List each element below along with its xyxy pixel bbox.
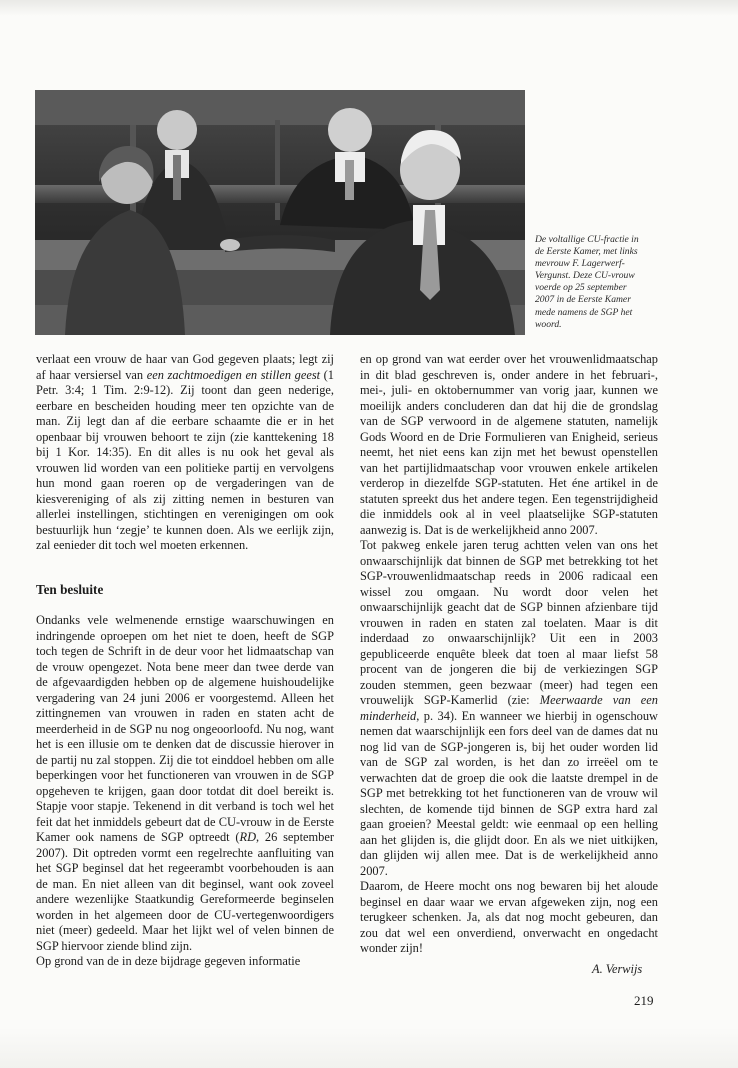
paragraph xyxy=(360,538,658,879)
right-column xyxy=(360,352,658,957)
page-number: 219 xyxy=(634,993,654,1008)
text-run: , p. 34). En wanneer we hierbij in ogenschouw nemen dat waarschijnlijk een fors deel van de dames dat nu nog lid van de SGP-jongeren is, bij het ouder worden lid van de SGP zal worden, is het dan zo irreëel om te verwachten dat de groep die ook die laatste drempel in de SGP met betrekking tot het functioneren van de vrouw wil slechten, de komende tijd binnen de SGP extra hard zal gaan groeien? Meestal geldt: wie eenmaal op een helling aan het glijden is, die glijdt door. En als we niet uitkijken, dan glijden wij allen mee. Dat is de werkelijkheid anno 2007. xyxy=(360,708,658,878)
paragraph: en op grond van wat eerder over het vrouwenlidmaatschap in dit blad geschreven is, onder andere in het februari-, mei-, juli- en oktobernummer van vorig jaar, kunnen we moeilijk anders concluderen dan dat hij die de grondslag van de SGP verwoord in de algemene statuten, namelijk Gods Woord en de Drie Formulieren van Enigheid, serieus neemt, het niet eens kan zijn met het bewust openstellen van het partijlidmaatschap voor vrouwen enkele artikelen verderop in diezelfde SGP-statuten. Het éne artikel in de statuten spreekt dus het andere tegen. Een tegenstrijdigheid die inmiddels ook al in veel plaatselijke SGP-statuten aanwezig is. Dat is de werkelijkheid anno 2007. xyxy=(360,352,658,537)
author-signature: A. Verwijs xyxy=(592,962,643,976)
photo-caption: De voltallige CU-fractie in de Eerste Kamer, met links mevrouw F. Lagerwerf- Vergunst. Deze CU-vrouw voerde op 25 september 2007 in de Eerste Kamer mede namens de SGP het woord. xyxy=(535,234,639,330)
italic-quote: een zachtmoedigen en stillen geest xyxy=(146,367,321,382)
text-run: (1 Petr. 3:4; 1 Tim. 2:9-12). Zij toont dan geen nederige, eerbare en bescheiden houding meer ten opzichte van de man. Zij legt dan af die eerbare schaamte die er in het openbaar bij vrouwen behoort te zijn (zie kanttekening 18 bij 1 Kor. 14:35). En dit alles is nu ook het geval als vrouwen lid worden van een politieke partij en vervolgens hun mond gaan roeren op de vergaderingen van de kiesvereniging of als zij zitting nemen in besturen van allerlei instellingen, stichtingen en verenigingen om ook bestuurlijk hun ‘zegje’ te kunnen doen. Als we eerlijk zijn, zal eenieder dit toch wel moeten erkennen. xyxy=(36,367,334,552)
page-bottom-shadow xyxy=(0,1028,738,1068)
section-heading: Ten besluite xyxy=(36,581,104,597)
text-run: verlaat een vrouw de haar van God gegeven plaats; legt zij af haar versiersel van xyxy=(36,352,334,382)
italic-source: Meerwaarde van een minderheid xyxy=(360,693,658,723)
text-run: Ondanks vele welmenende ernstige waarschuwingen en indringende oproepen om het niet te doen, heeft de SGP toch tegen de Schrift in de deur voor het lidmaatschap van de vrouw opengezet. Nota bene meer dan twee derde van de afgevaardigden hebben op de algemene huishoudelijke vergadering van 24 juni 2006 er voorgestemd. Alleen het zittingnemen van vrouwen in raden en staten acht de meerderheid in de SGP nu nog ongeoorloofd. Nu nog, want het is een illusie om te denken dat de discussie hierover in de partij nu zal stoppen. Zij die tot einddoel hebben om alle beperkingen voor het functioneren van vrouwen in de SGP opgeheven te krijgen, gaan door totdat dit doel bereikt is. Stapje voor stapje. Tekenend in dit verband is toch wel het feit dat het inmiddels gebeurt dat de CU-vrouw in de Eerste Kamer ook namens de SGP optreedt ( xyxy=(36,613,334,844)
italic-source: RD xyxy=(239,830,257,844)
left-column xyxy=(36,352,334,970)
page-top-shadow xyxy=(0,0,738,16)
paragraph: Op grond van de in deze bijdrage gegeven informatie xyxy=(36,954,301,968)
paragraph xyxy=(36,613,334,954)
paragraph: Daarom, de Heere mocht ons nog bewaren bij het aloude beginsel en daar waar we ervan afgeweken zijn, nog een terugkeer schenken. Ja, als dat nog mocht gebeuren, dan zou dat wel een onverdiend, onverwacht en ongedacht wonder zijn! xyxy=(360,879,658,955)
text-run: Tot pakweg enkele jaren terug achtten velen van ons het onwaarschijnlijk dat binnen de SGP met betrekking tot het SGP-vrouwenlidmaatschap reeds in 2006 radicaal een wissel zou omgaan. Nu wordt door velen het onwaarschijnlijk geacht dat de SGP binnen afzienbare tijd vrouwen in raden en staten zal toelaten. Maar is dit inderdaad zo onwaarschijnlijk? Uit een in 2003 gepubliceerde enquête bleek dat toen al maar liefst 58 procent van de jongeren die bij de verkiezingen SGP zouden stemmen, geen bezwaar (meer) had tegen een vrouwelijk SGP-Kamerlid (zie: xyxy=(360,538,658,707)
paragraph xyxy=(36,352,334,554)
photo-illustration xyxy=(35,90,525,335)
text-run: , 26 september 2007). Dit optreden vormt een regelrechte aanfluiting van het SGP beginsel dat het regeerambt voorbehouden is aan de man. En niet alleen van dit beginsel, want ook zoveel andere wezenlijke Staatkundig Gereformeerde beginselen worden in het algemeen door de CU-vertegenwoordigers niet (meer) gedeeld. Maar het lijkt wel of velen binnen de SGP hiervoor ziende blind zijn. xyxy=(36,830,334,953)
group-photo xyxy=(35,90,525,335)
